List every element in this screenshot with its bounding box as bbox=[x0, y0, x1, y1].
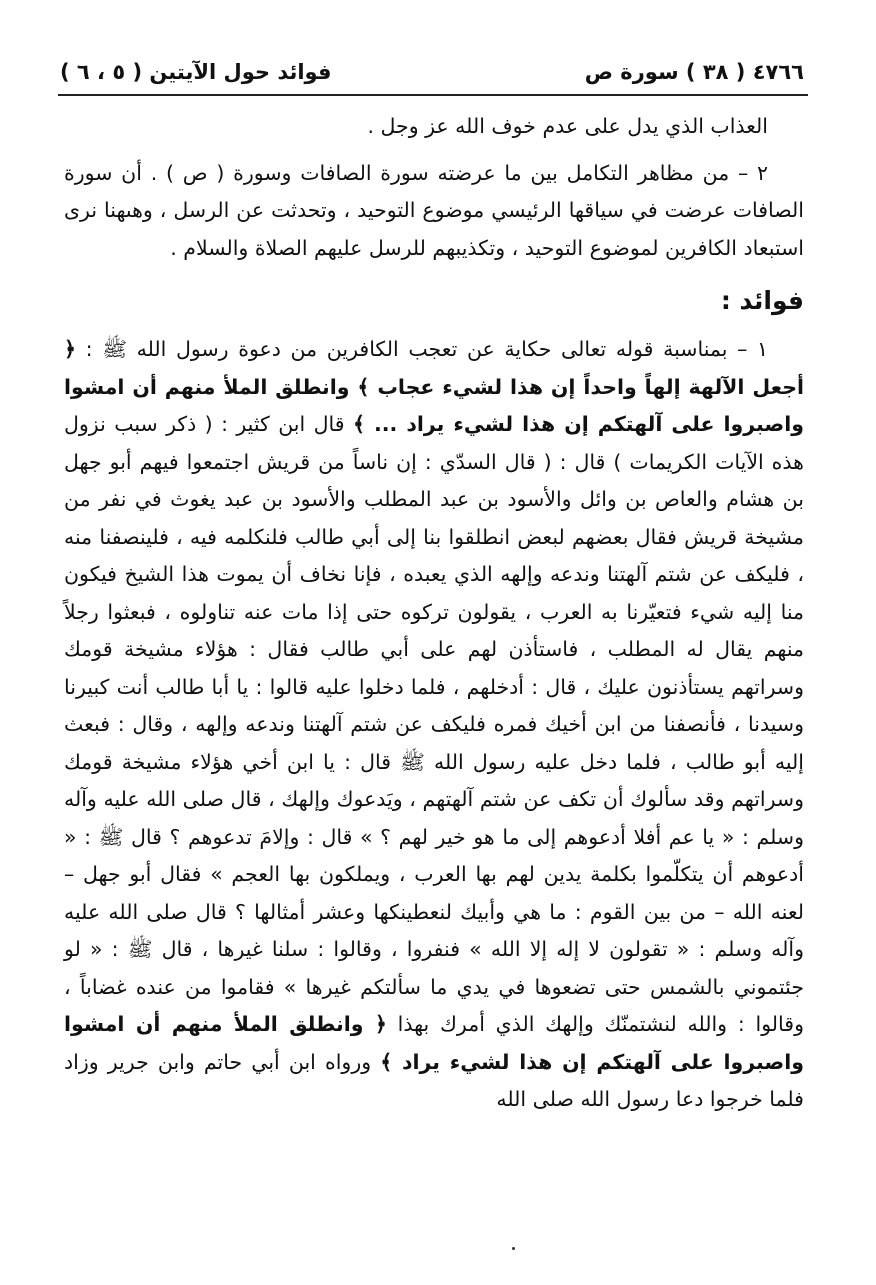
page-mark-dot bbox=[512, 1247, 515, 1250]
fawaid-heading: فوائد : bbox=[720, 286, 804, 315]
quran-quote-1: ﴿ أجعل الآلهة إلهاً واحداً إن هذا لشيء عجاب ﴾ وانطلق الملأ منهم أن امشوا واصبروا على آلهتكم إن هذا لشيء يراد ... ﴾ bbox=[64, 337, 804, 436]
page-number-and-surah: ٤٧٦٦ ( ٣٨ ) سورة ص bbox=[584, 60, 804, 84]
intro-paragraph: العذاب الذي يدل على عدم خوف الله عز وجل . bbox=[367, 114, 768, 138]
tafsir-tail: ورواه ابن أبي حاتم وابن جرير وزاد فلما خرجوا دعا رسول الله صلى الله bbox=[64, 1049, 804, 1111]
tafsir-text: قال ابن كثير : ( ذكر سبب نزول هذه الآيات الكريمات ) قال : ( قال السدّي : إن ناساً من قريش اجتمعوا فيهم أبو جهل بن هشام والعاص بن وائل والأسود بن عبد المطلب والأسود بن عبد يغوث في نفر من مشيخة قريش فقال بعضهم لبعض انطلقوا بنا إلى أبي طالب فلنكلمه فيه ، فلينصفنا منه ، فليكف عن شتم آلهتنا وندعه وإلهه الذي يعبده ، فإنا نخاف أن يموت هذا الشيخ فيكون منا إليه شيء فتعيّرنا به العرب ، يقولون تركوه حتى إذا مات عنه تناولوه ، فبعثوا رجلاً منهم يقال له المطلب ، فاستأذن لهم على أبي طالب فقال : هؤلاء مشيخة قومك وسراتهم يستأذنون عليك ، قال : أدخلهم ، فلما دخلوا عليه قالوا : يا أبا طالب أنت كبيرنا وسيدنا ، فأنصفنا من ابن أخيك فمره فليكف عن شتم آلهتنا وندعه وإلهه ، وقال : فبعث إليه أبو طالب ، فلما دخل عليه رسول الله ﷺ قال : يا ابن أخي هؤلاء مشيخة قومك وسراتهم وقد سألوك أن تكف عن شتم آلهتهم ، ويَدعوك وإلهك ، قال صلى الله عليه وآله وسلم : « يا عم أفلا أدعوهم إلى ما هو خير لهم ؟ » قال : وإلامَ تدعوهم ؟ قال ﷺ : « أدعوهم أن يتكلّموا بكلمة يدين لهم بها العرب ، ويملكون بها العجم » فقال أبو جهل – لعنه الله – من بين القوم : ما هي وأبيك لنعطينكها وعشر أمثالها ؟ قال صلى الله عليه وآله وسلم : « تقولون لا إله إلا الله » فنفروا ، وقالوا : سلنا غيرها ، قال ﷺ : « لو جئتموني بالشمس حتى تضعوها في يدي ما سألتكم غيرها » فقاموا من عنده غضاباً ، وقالوا : والله لنشتمنّك وإلهك الذي أمرك بهذا bbox=[64, 412, 804, 1036]
point-two-paragraph: ٢ – من مظاهر التكامل بين ما عرضته سورة الصافات وسورة ( ص ) . أن سورة الصافات عرضت في سياقها الرئيسي موضوع التوحيد ، وتحدثت عن الرسل ، وهىهنا نرى استبعاد الكافرين لموضوع التوحيد ، وتكذيبهم للرسل عليهم الصلاة والسلام . bbox=[64, 160, 804, 260]
header-divider bbox=[58, 94, 808, 96]
quran-quote-2: ﴿ وانطلق الملأ منهم أن امشوا واصبروا على آلهتكم إن هذا لشيء يراد ﴾ bbox=[64, 1012, 805, 1074]
main-text bbox=[64, 108, 804, 1119]
section-title: فوائد حول الآيتين ( ٥ ، ٦ ) bbox=[60, 60, 332, 84]
fawaid-lead: ١ – بمناسبة قوله تعالى حكاية عن تعجب الكافرين من دعوة رسول الله ﷺ : bbox=[85, 337, 768, 361]
running-header bbox=[60, 54, 804, 90]
fawaid-paragraph bbox=[64, 331, 804, 1119]
